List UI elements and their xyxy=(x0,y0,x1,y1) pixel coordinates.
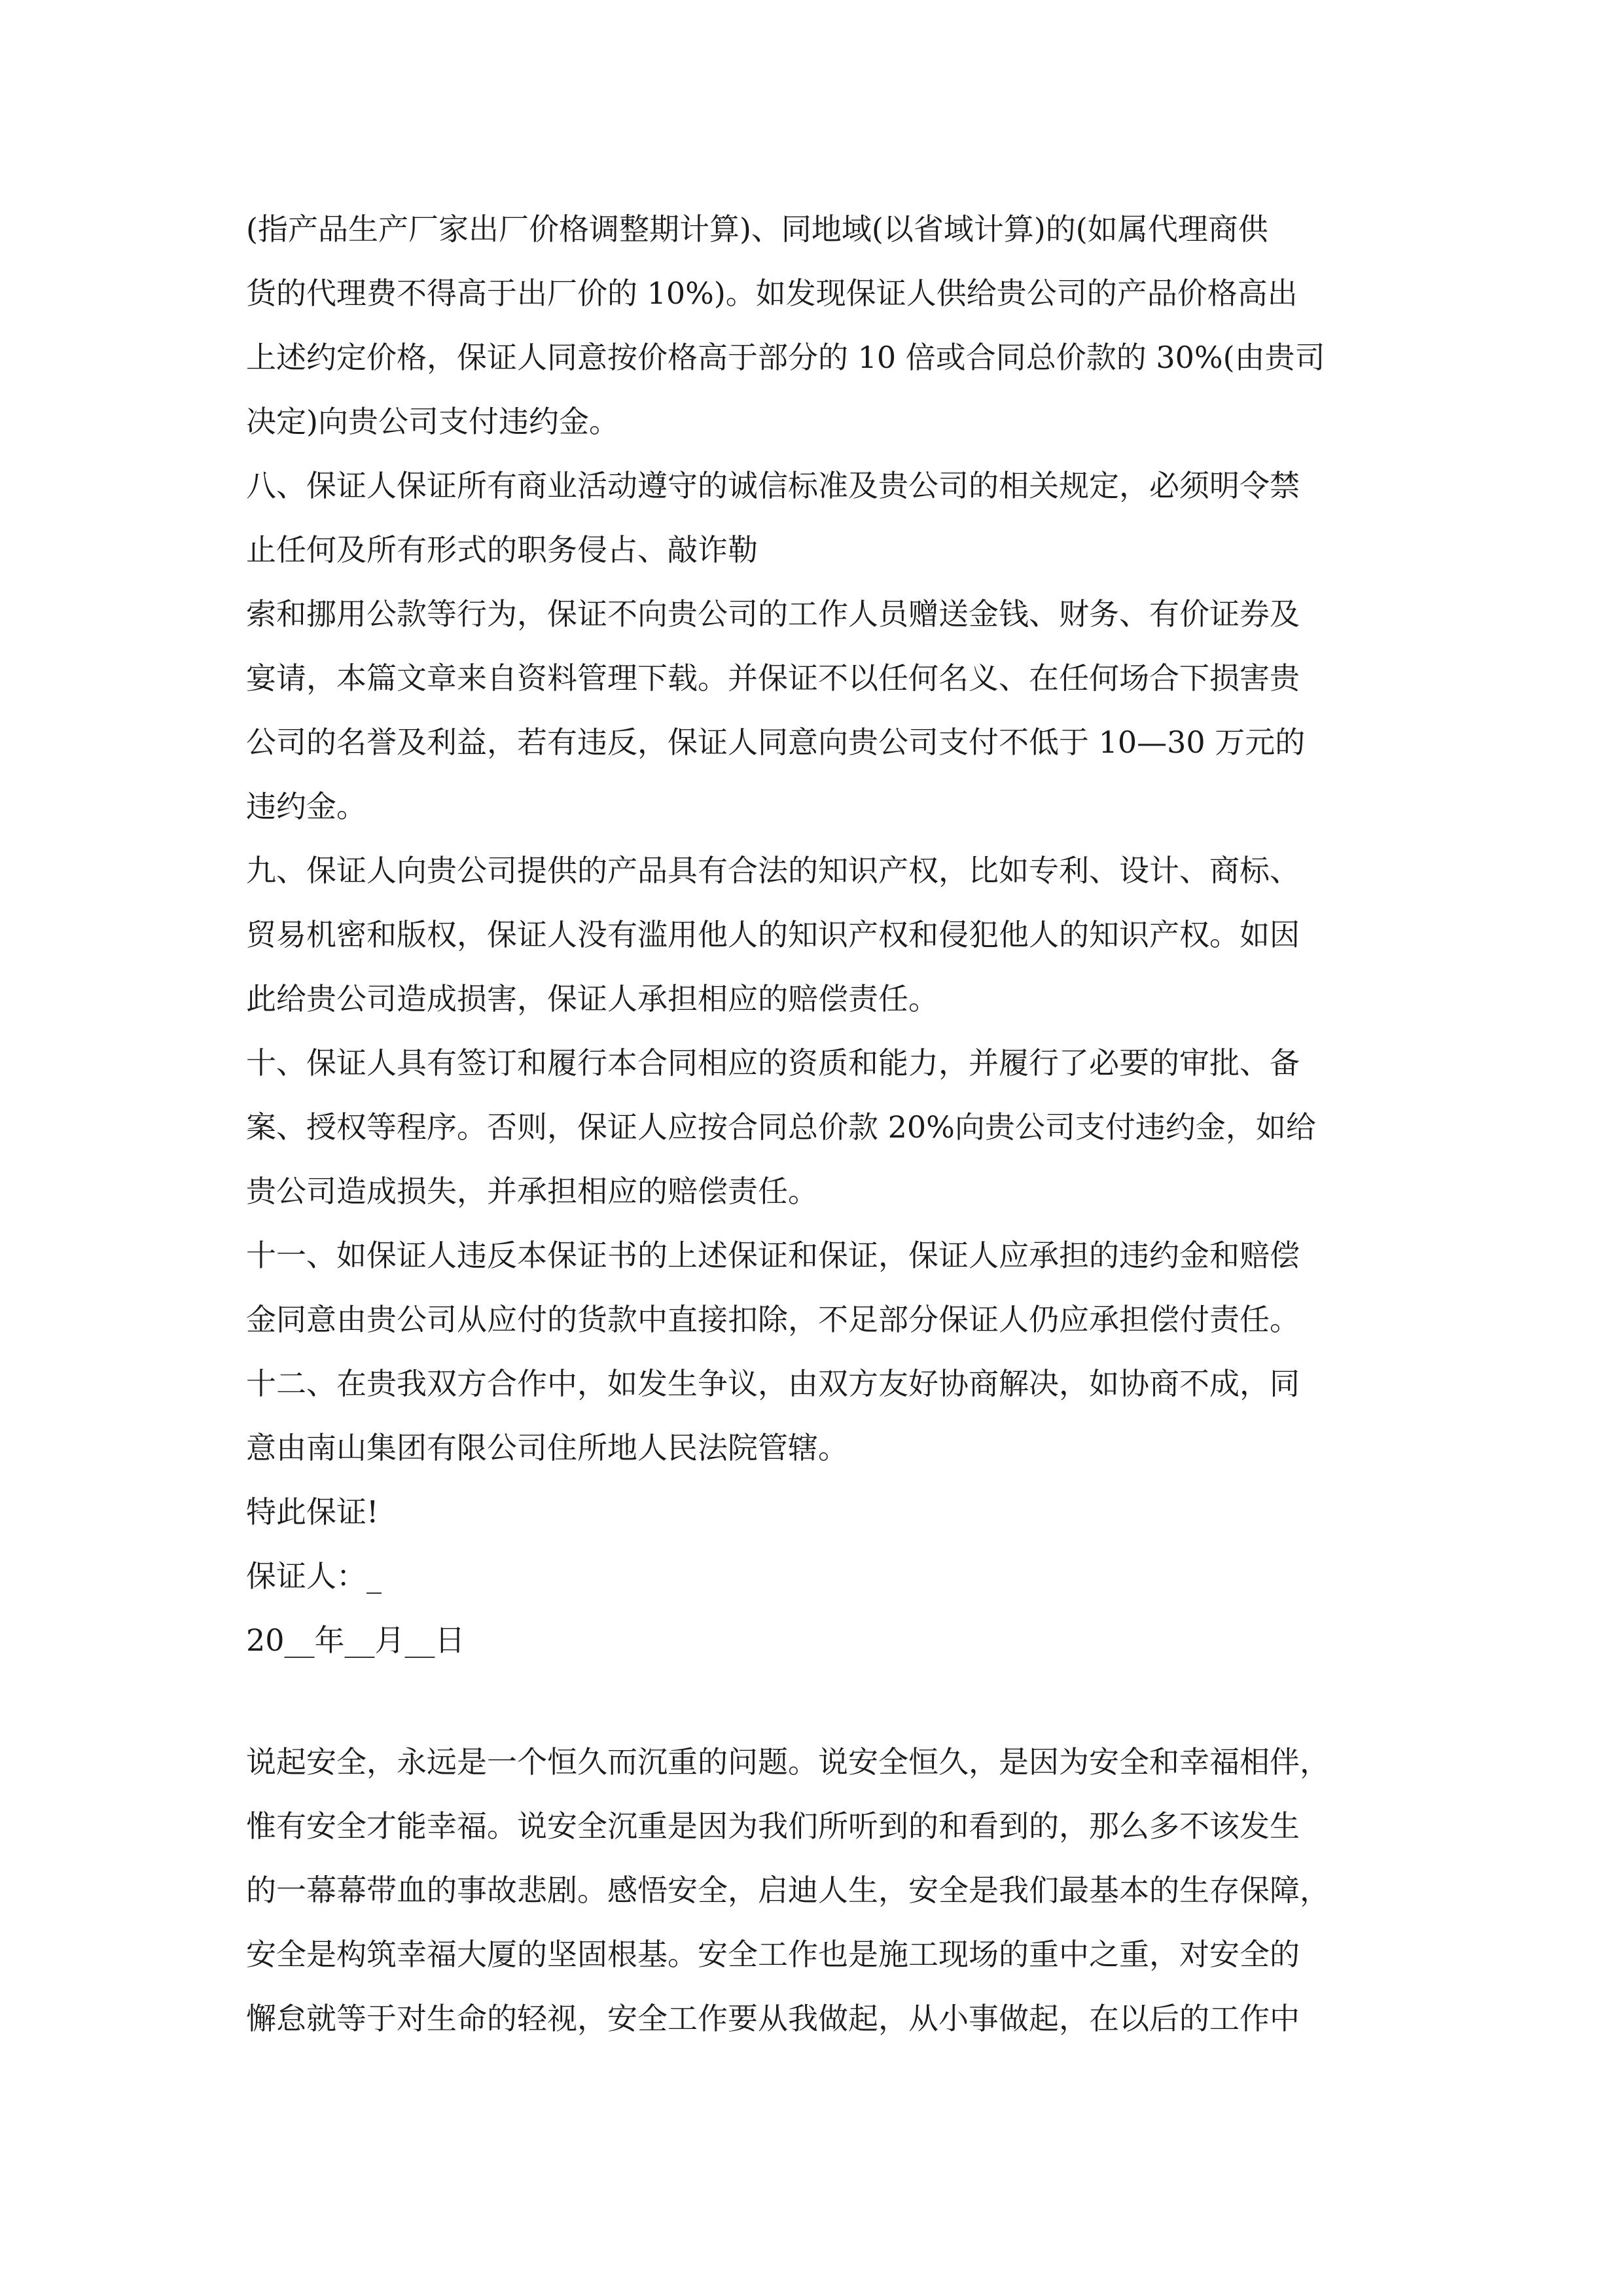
text-line: 意由南山集团有限公司住所地人民法院管辖。 xyxy=(246,1430,848,1465)
text-line: 说起安全，永远是一个恒久而沉重的问题。说安全恒久，是因为安全和幸福相伴， xyxy=(246,1744,1330,1780)
text-line: 宴请，本篇文章来自资料管理下载。并保证不以任何名义、在任何场合下损害贵 xyxy=(246,660,1300,696)
text-line: 十二、在贵我双方合作中，如发生争议，由双方友好协商解决，如协商不成，同 xyxy=(246,1366,1300,1401)
text-line: 贵公司造成损失，并承担相应的赔偿责任。 xyxy=(246,1174,818,1209)
text-line: (指产品生产厂家出厂价格调整期计算)、同地域(以省域计算)的(如属代理商供 xyxy=(246,211,1268,247)
text-line: 上述约定价格，保证人同意按价格高于部分的 10 倍或合同总价款的 30%(由贵司 xyxy=(246,340,1325,375)
text-line: 特此保证! xyxy=(246,1494,379,1530)
text-line: 20__年__月__日 xyxy=(246,1623,465,1658)
text-line: 决定)向贵公司支付违约金。 xyxy=(246,404,619,439)
text-line: 货的代理费不得高于出厂价的 10%)。如发现保证人供给贵公司的产品价格高出 xyxy=(246,276,1298,311)
text-line: 索和挪用公款等行为，保证不向贵公司的工作人员赠送金钱、财务、有价证券及 xyxy=(246,596,1300,632)
text-line: 金同意由贵公司从应付的货款中直接扣除，不足部分保证人仍应承担偿付责任。 xyxy=(246,1302,1300,1337)
text-line: 九、保证人向贵公司提供的产品具有合法的知识产权，比如专利、设计、商标、 xyxy=(246,853,1300,888)
text-line: 八、保证人保证所有商业活动遵守的诚信标准及贵公司的相关规定，必须明令禁 xyxy=(246,468,1300,503)
text-line: 保证人：_ xyxy=(246,1558,382,1594)
text-line: 公司的名誉及利益，若有违反，保证人同意向贵公司支付不低于 10—30 万元的 xyxy=(246,725,1306,760)
text-line: 止任何及所有形式的职务侵占、敲诈勒 xyxy=(246,532,758,567)
text-line: 的一幕幕带血的事故悲剧。感悟安全，启迪人生，安全是我们最基本的生存保障， xyxy=(246,1873,1330,1908)
text-line: 十、保证人具有签订和履行本合同相应的资质和能力，并履行了必要的审批、备 xyxy=(246,1045,1300,1081)
text-line: 懈怠就等于对生命的轻视，安全工作要从我做起，从小事做起，在以后的工作中 xyxy=(246,2001,1300,2036)
text-line: 惟有安全才能幸福。说安全沉重是因为我们所听到的和看到的，那么多不该发生 xyxy=(246,1808,1300,1844)
text-line: 安全是构筑幸福大厦的坚固根基。安全工作也是施工现场的重中之重，对安全的 xyxy=(246,1937,1300,1972)
text-line: 案、授权等程序。否则，保证人应按合同总价款 20%向贵公司支付违约金，如给 xyxy=(246,1109,1316,1145)
text-line: 贸易机密和版权，保证人没有滥用他人的知识产权和侵犯他人的知识产权。如因 xyxy=(246,917,1300,952)
text-line: 十一、如保证人违反本保证书的上述保证和保证，保证人应承担的违约金和赔偿 xyxy=(246,1238,1300,1273)
text-line: 此给贵公司造成损害，保证人承担相应的赔偿责任。 xyxy=(246,981,938,1016)
text-line: 违约金。 xyxy=(246,789,366,824)
